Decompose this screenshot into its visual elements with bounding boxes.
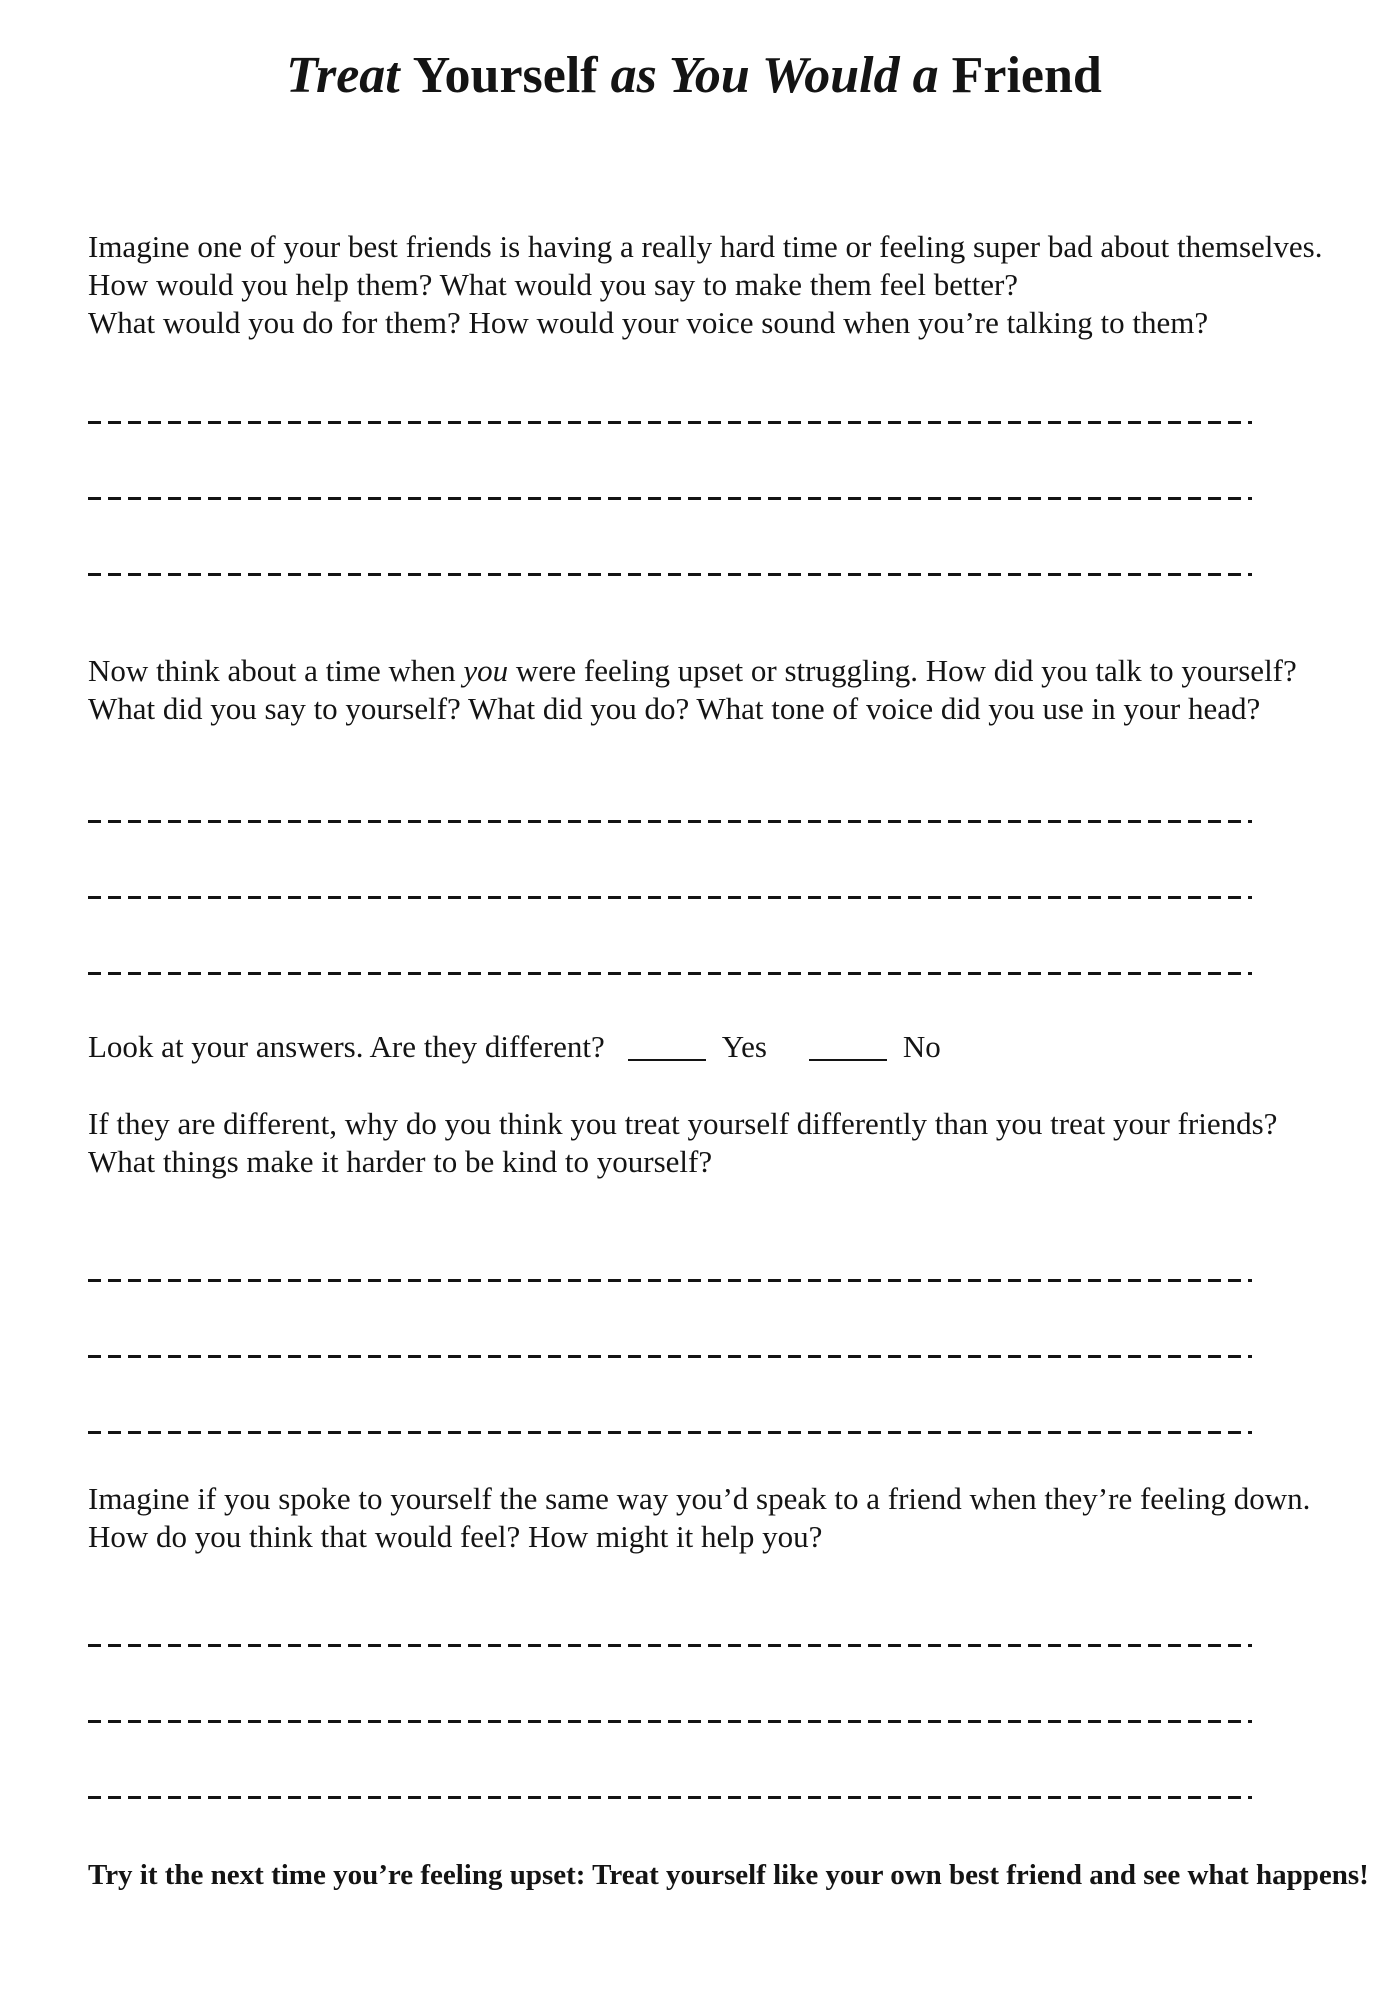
prompt-line: Imagine one of your best friends is having a really hard time or feeling super bad about themselves.	[88, 229, 1323, 264]
answer-lines-self	[88, 820, 1300, 975]
answer-line[interactable]	[88, 1355, 1252, 1358]
prompt-paragraph-why-different	[88, 1105, 1300, 1181]
closing-statement: Try it the next time you’re feeling upset: Treat yourself like your own best friend and see what happens!	[88, 1859, 1369, 1891]
answer-lines-friend	[88, 421, 1300, 576]
title-segment-yourself: Yourself	[412, 47, 611, 104]
answer-line[interactable]	[88, 421, 1252, 424]
prompt-line: What did you say to yourself? What did you do? What tone of voice did you use in your head?	[88, 691, 1261, 726]
no-label: No	[902, 1029, 941, 1064]
yes-label: Yes	[721, 1029, 767, 1064]
answer-line[interactable]	[88, 1644, 1252, 1647]
prompt-line: Imagine if you spoke to yourself the same way you’d speak to a friend when they’re feeling down.	[88, 1481, 1311, 1516]
prompt-paragraph-friend	[88, 228, 1323, 342]
worksheet-title	[88, 45, 1300, 107]
prompt-text: were feeling upset or struggling. How did you talk to yourself?	[508, 653, 1297, 688]
prompt-paragraph-speak-kindly	[88, 1480, 1311, 1556]
answer-line[interactable]	[88, 497, 1252, 500]
prompt-line: What things make it harder to be kind to yourself?	[88, 1144, 713, 1179]
question-text: Look at your answers. Are they different?	[88, 1029, 605, 1064]
answer-line[interactable]	[88, 1796, 1252, 1799]
answer-line[interactable]	[88, 1279, 1252, 1282]
answer-line[interactable]	[88, 820, 1252, 823]
prompt-line	[88, 652, 1300, 690]
title-segment-as-you-would-a: as You Would a	[610, 47, 952, 104]
no-blank[interactable]	[809, 1039, 887, 1061]
answer-line[interactable]	[88, 972, 1252, 975]
answer-line[interactable]	[88, 573, 1252, 576]
yes-blank[interactable]	[628, 1039, 706, 1061]
answer-lines-speak-kindly	[88, 1644, 1300, 1799]
title-segment-treat: Treat	[286, 47, 413, 104]
title-segment-friend: Friend	[951, 47, 1102, 104]
answer-lines-why-different	[88, 1279, 1300, 1434]
yes-no-question	[88, 1027, 1300, 1067]
prompt-paragraph-self	[88, 652, 1300, 728]
prompt-line: What would you do for them? How would your voice sound when you’re talking to them?	[88, 305, 1209, 340]
prompt-emphasis-you: you	[463, 653, 509, 688]
prompt-text: Now think about a time when	[88, 653, 464, 688]
prompt-line: How do you think that would feel? How might it help you?	[88, 1519, 823, 1554]
answer-line[interactable]	[88, 1431, 1252, 1434]
answer-line[interactable]	[88, 896, 1252, 899]
answer-line[interactable]	[88, 1720, 1252, 1723]
prompt-line: If they are different, why do you think you treat yourself differently than you treat your friends?	[88, 1106, 1278, 1141]
worksheet-content	[0, 45, 1400, 1894]
prompt-line: How would you help them? What would you say to make them feel better?	[88, 267, 1019, 302]
